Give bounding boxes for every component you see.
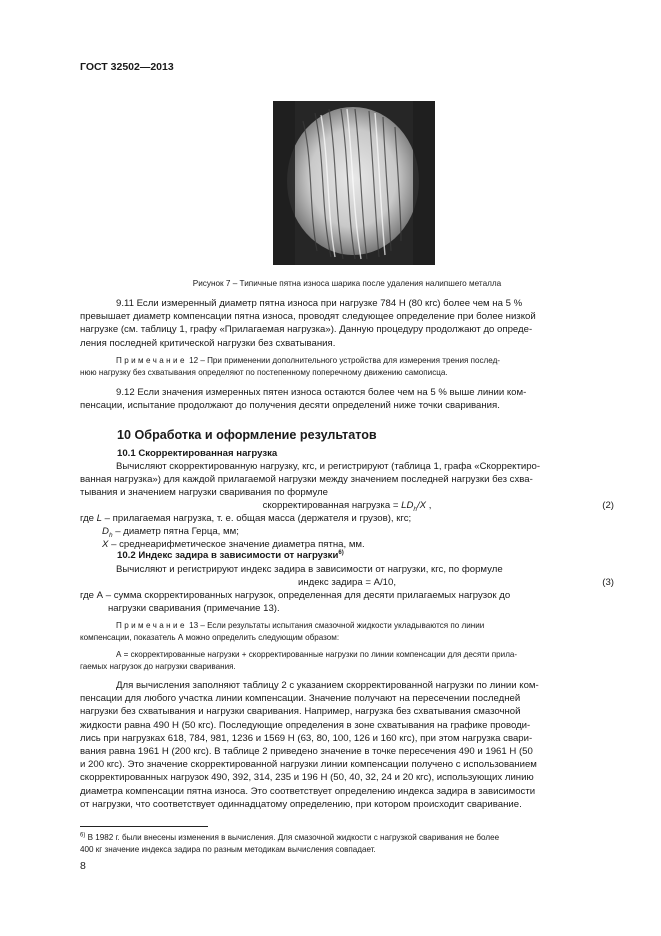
text-line: 9.11 Если измеренный диаметр пятна износа при нагрузке 784 Н (80 кгс) более чем на 5 % <box>116 298 523 309</box>
text-line: 13 – Если результаты испытания смазочной жидкости укладываются по линии <box>189 621 485 630</box>
text-line: пенсации для любого участка линии компенсации. Значение получают на пересечении последней <box>80 693 521 705</box>
text-line: нагрузке (см. таблицу 1, графу «Прилагаемая нагрузка»). Данную процедуру продолжают до опреде- <box>80 324 533 336</box>
text-line: жидкости равна 490 Н (50 кгс). Последующие определения в зоне схватывания на графике проводи- <box>80 719 531 731</box>
note-12 <box>80 355 614 378</box>
note-13-formula <box>80 649 614 672</box>
formula-number: (3) <box>602 577 614 588</box>
note-label: Примечание <box>116 621 187 630</box>
formula-number: (2) <box>602 500 614 511</box>
text-line: 9.12 Если значения измеренных пятен износа остаются более чем на 5 % выше линии ком- <box>116 387 527 398</box>
text-line: нюю нагрузку без схватывания определяют по постепенному поперечному движению самописца. <box>80 367 448 377</box>
where-line-2: $D_h$ – диаметр пятна Герца, мм; <box>102 526 239 539</box>
where-a <box>80 589 614 615</box>
footnote-divider <box>80 826 208 827</box>
footnote-mark: 6) <box>80 832 86 839</box>
text-line: Вычисляют скорректированную нагрузку, кгс, и регистрируют (таблица 1, графа «Скорректиро- <box>116 461 541 472</box>
text-line: нагрузки без схватывания и нагрузки сваривания. Например, нагрузка без схватывания смазочной <box>80 706 521 718</box>
section-10-title: 10 Обработка и оформление результатов <box>117 428 377 442</box>
wear-scar-image <box>273 101 435 265</box>
text-line: 12 – При применении дополнительного устройства для измерения трения послед- <box>189 356 501 365</box>
footnote-ref: 6) <box>338 549 344 556</box>
wear-scar-photo <box>273 101 435 265</box>
note-label: Примечание <box>116 356 187 365</box>
figure-caption: Рисунок 7 – Типичные пятна износа шарика после удаления налипшего металла <box>192 279 502 288</box>
section-10-2-title: 10.2 Индекс задира в зависимости от нагрузки$^{6)}$ <box>117 549 344 561</box>
text-line: Для вычисления заполняют таблицу 2 с указанием скорректированной нагрузки по линии ком- <box>116 680 539 691</box>
text-line: вания равна 1961 Н (200 кгс). В таблице 2 приведено значение в точке пересечения 490 и 1961 Н (50 <box>80 746 533 758</box>
document-header: ГОСТ 32502—2013 <box>80 61 174 73</box>
page-number: 8 <box>80 860 86 872</box>
text-line: диаметра компенсации пятна износа. Это соответствует определению индекса задира в зависимости <box>80 785 536 797</box>
text-line: лись при нагрузках 618, 784, 981, 1236 и 1569 Н (63, 80, 100, 126 и 160 кгс), при этом нагрузка свари- <box>80 732 533 744</box>
text-line: нагрузки сваривания (примечание 13). <box>108 603 280 615</box>
text-line: пенсации, испытание продолжают до получения десяти определений ниже точки сваривания. <box>80 400 500 412</box>
text-line: А = скорректированные нагрузки + скорректированные нагрузки по линии компенсации для десяти прила- <box>116 650 518 659</box>
formula-3: индекс задира = А/10, (3) <box>297 577 614 588</box>
paragraph-9-12 <box>80 386 614 412</box>
where-line-1: где L – прилагаемая нагрузка, т. е. общая масса (держателя и грузов), кгс; <box>80 513 412 524</box>
note-13 <box>80 620 614 643</box>
paragraph-9-11 <box>80 297 614 350</box>
text-line: гаемых нагрузок до нагрузки сваривания. <box>80 661 236 671</box>
paragraph-10-1 <box>80 460 614 500</box>
text-line: превышает диаметр компенсации пятна износа, проводят следующее определение при более низкой <box>80 311 536 323</box>
section-10-1-title: 10.1 Скорректированная нагрузка <box>117 448 278 459</box>
text-line: где А – сумма скорректированных нагрузок, определенная для десяти прилагаемых нагрузок до <box>80 590 511 601</box>
text-line: ления последней критической нагрузки без схватывания. <box>80 337 336 349</box>
text-line: ванная нагрузка») для каждой прилагаемой нагрузки между значением последней нагрузки без схва- <box>80 474 533 486</box>
formula-2: скорректированная нагрузка = $LD_h/X$ , (2) <box>262 500 614 513</box>
text-line: 400 кг значение индекса задира по разным методикам вычисления совпадает. <box>80 844 376 854</box>
paragraph-10-2 <box>80 563 614 576</box>
text-line: тывания и значением нагрузки сваривания по формуле <box>80 487 328 499</box>
where-line-3: X – среднеарифметическое значение диаметра пятна, мм. <box>102 539 365 550</box>
text-line: компенсации, показатель А можно определить следующим образом: <box>80 632 340 642</box>
text-line: от нагрузки, что соответствует одиннадцатому определению, при котором происходит сваривание. <box>80 798 522 810</box>
text-line: Вычисляют и регистрируют индекс задира в зависимости от нагрузки, кгс, по формуле <box>116 564 503 575</box>
calculation-paragraph <box>80 679 614 811</box>
text-line: и 200 кгс). Это значение скорректированной нагрузки линии компенсации получено с использованием <box>80 759 537 771</box>
text-line: скорректированных нагрузок 490, 392, 314, 235 и 196 Н (50, 40, 32, 24 и 20 кгс), использующих линию <box>80 772 534 784</box>
footnote: $^{6)}$ В 1982 г. были внесены изменения в вычисления. Для смазочной жидкости с нагрузкой сваривания не более 400 кг значение индекса задира по разным методикам вычисления совпадает. <box>80 832 614 856</box>
